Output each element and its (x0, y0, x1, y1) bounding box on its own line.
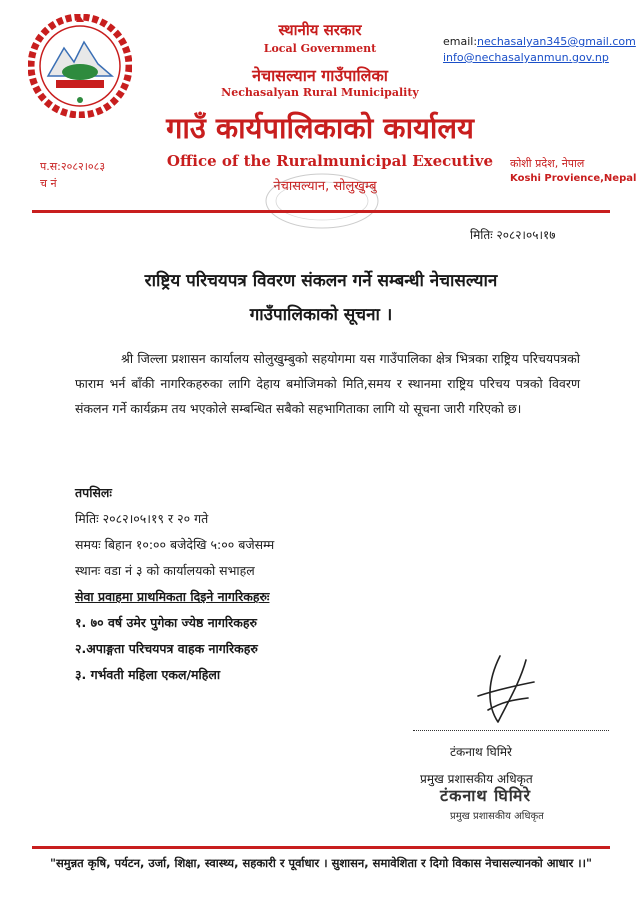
seal-name: टंकनाथ घिमिरे (440, 786, 532, 805)
details-heading: तपसिलः (75, 485, 112, 500)
signature-scrawl (468, 652, 538, 726)
municipality-name-en: Nechasalyan Rural Municipality (221, 86, 419, 99)
office-title-np: गाउँ कार्यपालिकाको कार्यालय (166, 111, 474, 145)
local-government-np: स्थानीय सरकार (278, 21, 362, 39)
notice-title-line-2: गाउँपालिकाको सूचना । (249, 305, 393, 325)
footer-divider (32, 846, 610, 849)
notice-title-line-1: राष्ट्रिय परिचयपत्र विवरण संकलन गर्ने सम्बन्धी नेचासल्यान (144, 271, 498, 291)
ref-patra: प.स:२०८२।०८३ (40, 160, 106, 173)
priority-item-3: ३. गर्भवती महिला एकल/महिला (75, 667, 221, 682)
contact-emails (443, 34, 638, 66)
email-label: email: (443, 35, 478, 48)
email-link-2[interactable]: info@nechasalyanmun.gov.np (443, 51, 609, 64)
priority-item-1: १. ७० वर्ष उमेर पुगेका ज्येष्ठ नागरिकहरु (75, 615, 257, 630)
email-link-1[interactable]: nechasalyan345@gmail.com (477, 35, 636, 48)
footer-motto: "समुन्नत कृषि, पर्यटन, उर्जा, शिक्षा, स्वास्थ्य, सहकारी र पूर्वाधार । सुशासन, समावेशिता र दिगो विकास नेचासल्यानको आधार ।।" (49, 856, 593, 870)
signatory-name: टंकनाथ घिमिरे (450, 745, 512, 759)
signatory-title: प्रमुख प्रशासकीय अधिकृत (420, 772, 533, 786)
local-government-en: Local Government (263, 42, 377, 55)
priority-item-2: २.अपाङ्गता परिचयपत्र वाहक नागरिकहरु (75, 641, 258, 656)
ref-chalani: च नं (40, 177, 57, 190)
details-venue: स्थानः वडा नं ३ को कार्यालयको सभाहल (75, 563, 255, 578)
signature-line (413, 730, 609, 731)
province-en: Koshi Provience,Nepal (510, 173, 637, 184)
address-np: नेचासल्यान, सोलुखुम्बु (273, 179, 377, 194)
issue-date: मितिः २०८२।०५।१७ (470, 228, 556, 242)
header-divider (32, 210, 610, 213)
office-stamp (262, 170, 382, 232)
seal-title: प्रमुख प्रशासकीय अधिकृत (450, 811, 544, 822)
details-date: मितिः २०८२।०५।१९ र २० गते (75, 511, 209, 526)
office-title-en: Office of the Ruralmunicipal Executive (166, 152, 494, 170)
details-time: समयः बिहान १०:०० बजेदेखि ५:०० बजेसम्म (75, 537, 275, 552)
municipality-name-np: नेचासल्यान गाउँपालिका (252, 66, 388, 85)
reference-numbers (40, 158, 105, 192)
province-np: कोशी प्रदेश, नेपाल (510, 157, 585, 170)
priority-heading: सेवा प्रवाहमा प्राथमिकता दिइने नागरिकहरुः (75, 589, 270, 604)
notice-title (60, 264, 582, 332)
notice-body: श्री जिल्ला प्रशासन कार्यालय सोलुखुम्बुको सहयोगमा यस गाउँपालिका क्षेत्र भित्रका राष्ट्रिय परिचयपत्रको फाराम भर्न बाँकी नागरिकहरुका लागि देहाय बमोजिमको मिति,समय र स्थानमा राष्ट्रिय परिचय पत्रको विवरण संकलन गर्ने कार्यक्रम तय भएकोले सम्बन्धित सबैको सहभागिताका लागि यो सूचना जारी गरिएको छ। (75, 351, 580, 416)
nepal-emblem-logo (28, 14, 132, 118)
